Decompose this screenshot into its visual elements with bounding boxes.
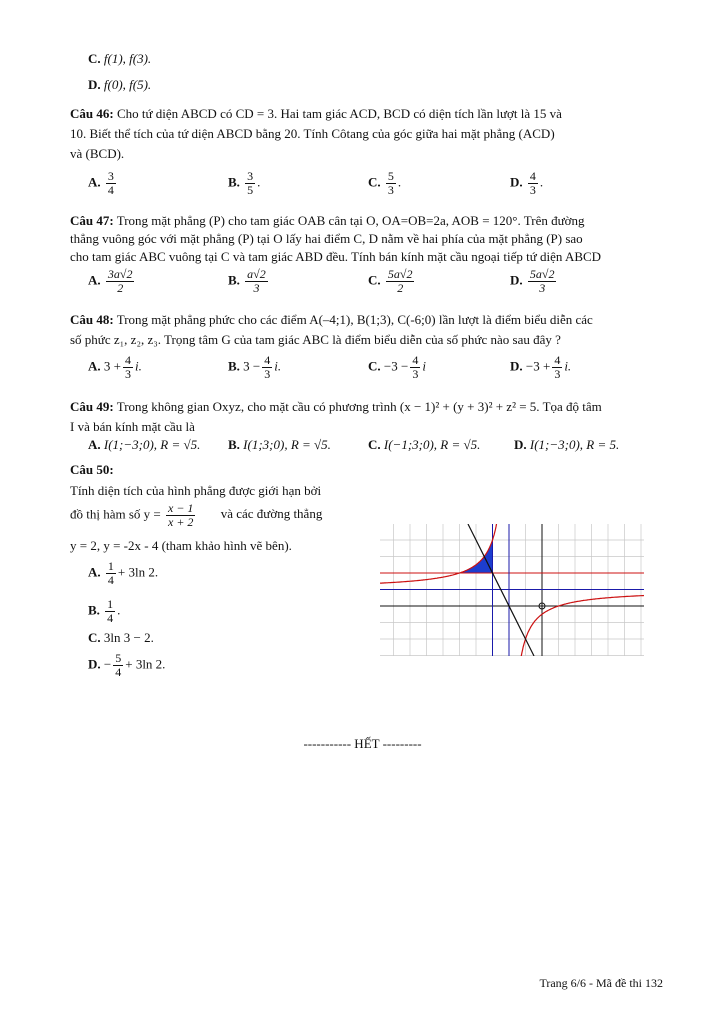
hyperbola-left-branch — [380, 524, 497, 583]
q50-option-b — [88, 598, 120, 625]
fraction — [106, 268, 135, 295]
option-pre: −3 + — [525, 358, 551, 374]
option-label: A. — [88, 358, 101, 374]
q46-option-b — [228, 170, 260, 197]
option-suffix: . — [397, 174, 402, 190]
option-label: B. — [228, 272, 240, 288]
prev-option-d — [88, 77, 151, 93]
denominator: 3 — [529, 183, 536, 197]
option-post: i — [422, 358, 426, 374]
q46-option-a — [88, 170, 118, 197]
q49-option-d — [514, 437, 619, 453]
denominator: 4 — [107, 611, 114, 625]
fraction — [105, 598, 115, 625]
denominator: 3 — [124, 367, 131, 381]
option-pre: 3 − — [243, 358, 261, 374]
option-text: 3ln 3 − 2. — [103, 630, 154, 645]
fraction — [245, 170, 255, 197]
q46-option-d — [510, 170, 543, 197]
fraction — [245, 268, 268, 295]
q48-option-a — [88, 354, 142, 381]
option-label: D. — [510, 358, 523, 374]
question-text-line: cho tam giác ABC vuông tại C và tam giác ABD đều. Tính bán kính mặt cầu ngoại tiếp tứ diện ABCD — [70, 249, 602, 264]
option-label: B. — [228, 358, 240, 374]
option-text: f(1), f(3). — [103, 51, 152, 66]
numerator: a√2 — [247, 267, 266, 281]
numerator: 5 — [115, 651, 122, 665]
q48-option-c — [368, 354, 426, 381]
option-label: C. — [88, 51, 101, 66]
option-label: B. — [228, 174, 240, 190]
q46-option-c — [368, 170, 401, 197]
numerator: 5 — [387, 169, 394, 183]
question-text-line: và (BCD). — [70, 146, 125, 161]
q49-option-b — [228, 437, 331, 453]
option-label: C. — [88, 630, 101, 645]
question-label: Câu 50: — [70, 462, 114, 477]
numerator: 4 — [554, 353, 561, 367]
option-suffix: . — [539, 174, 544, 190]
question-text-line: Tính diện tích của hình phẳng được giới hạn bởi — [70, 483, 322, 498]
numerator: 3a√2 — [107, 267, 133, 281]
denominator: 3 — [264, 367, 271, 381]
denominator: 3 — [554, 367, 561, 381]
question-text-line: số phức z₁, z₂, z₃. Trọng tâm G của tam giác ABC là điểm biểu diễn của số phức nào sau đây ? — [70, 332, 561, 347]
question-49 — [70, 397, 666, 437]
numerator: 5a√2 — [387, 267, 413, 281]
numerator: 3 — [107, 169, 114, 183]
question-label: Câu 49: — [70, 399, 114, 414]
option-label: D. — [510, 174, 523, 190]
option-label: C. — [368, 272, 381, 288]
q47-option-d — [510, 268, 558, 295]
option-text: I(1;−3;0), R = √5. — [103, 437, 201, 452]
option-post: i. — [134, 358, 142, 374]
denominator: 3 — [387, 183, 394, 197]
denominator: 3 — [539, 281, 546, 295]
option-label: C. — [368, 174, 381, 190]
question-function-line — [70, 502, 322, 529]
option-post: + 3ln 2. — [117, 564, 159, 580]
fraction — [528, 268, 557, 295]
fraction — [262, 354, 272, 381]
numerator: 1 — [107, 559, 114, 573]
option-text: f(0), f(5). — [103, 77, 152, 92]
option-label: D. — [510, 272, 523, 288]
function-fraction — [166, 502, 195, 529]
denominator: 4 — [107, 183, 114, 197]
option-post: + 3ln 2. — [125, 656, 166, 672]
denominator: 5 — [247, 183, 254, 197]
numerator: 5a√2 — [529, 267, 555, 281]
option-label: C. — [368, 358, 381, 374]
denominator: 2 — [117, 281, 124, 295]
fraction — [410, 354, 420, 381]
option-label: D. — [514, 437, 527, 452]
option-label: A. — [88, 564, 101, 580]
option-text: I(−1;3;0), R = √5. — [383, 437, 481, 452]
fraction — [552, 354, 562, 381]
q47-option-b — [228, 268, 270, 295]
question-label: Câu 48: — [70, 312, 114, 327]
fraction — [528, 170, 538, 197]
option-post: i. — [564, 358, 572, 374]
fraction — [113, 652, 123, 679]
numerator: x − 1 — [168, 501, 194, 515]
question-label: Câu 47: — [70, 213, 114, 228]
prev-option-c — [88, 51, 151, 67]
numerator: 4 — [412, 353, 419, 367]
question-text-line: Trong không gian Oxyz, cho mặt cầu có phương trình (x − 1)² + (y + 3)² + z² = 5. Tọa độ tâm — [116, 399, 602, 414]
denominator: 3 — [253, 281, 260, 295]
option-pre: −3 − — [383, 358, 409, 374]
question-text-line: Trong mặt phẳng phức cho các điểm A(–4;1), B(1;3), C(-6;0) lần lượt là điểm biểu diễn các — [116, 312, 593, 327]
fraction — [123, 354, 133, 381]
end-marker: ----------- HẾT --------- — [303, 736, 422, 751]
q48-option-b — [228, 354, 281, 381]
question-text-line: 10. Biết thể tích của tứ diện ABCD bằng 20. Tính Côtang của góc giữa hai mặt phẳng (ACD) — [70, 126, 555, 141]
question-text-line: I và bán kính mặt cầu là — [70, 419, 195, 434]
option-post: i. — [274, 358, 282, 374]
question-46 — [70, 104, 666, 164]
option-label: B. — [228, 437, 240, 452]
q50-option-a — [88, 560, 158, 587]
numerator: 3 — [247, 169, 254, 183]
option-text: I(1;−3;0), R = 5. — [529, 437, 620, 452]
q50-option-d — [88, 652, 165, 679]
q48-option-d — [510, 354, 571, 381]
option-suffix: . — [257, 174, 261, 190]
question-text-line: Cho tứ diện ABCD có CD = 3. Hai tam giác ACD, BCD có diện tích lần lượt là 15 và — [116, 106, 562, 121]
option-text: I(1;3;0), R = √5. — [243, 437, 331, 452]
q49-option-c — [368, 437, 480, 453]
q47-option-c — [368, 268, 416, 295]
question-text-line: thẳng vuông góc với mặt phẳng (P) tại O lấy hai điểm C, D nằm về hai phía của mặt phẳng (P) sao — [70, 231, 583, 246]
denominator: 3 — [412, 367, 419, 381]
option-post: . — [117, 602, 121, 618]
option-label: C. — [368, 437, 381, 452]
numerator: 4 — [529, 169, 536, 183]
option-pre: − — [103, 656, 112, 672]
page-footer: Trang 6/6 - Mã đề thi 132 — [539, 976, 663, 990]
option-label: A. — [88, 437, 101, 452]
denominator: 2 — [397, 281, 404, 295]
fraction — [106, 170, 116, 197]
numerator: 1 — [107, 597, 114, 611]
option-label: D. — [88, 656, 101, 672]
fraction — [386, 268, 415, 295]
function-prefix: đồ thị hàm số y = — [70, 506, 161, 522]
question-text-line: y = 2, y = -2x - 4 (tham khảo hình vẽ bên). — [70, 538, 292, 553]
option-label: D. — [88, 77, 101, 92]
question-text-line: Trong mặt phẳng (P) cho tam giác OAB cân tại O, OA=OB=2a, AOB = 120°. Trên đường — [116, 213, 585, 228]
question-label: Câu 46: — [70, 106, 114, 121]
question-48 — [70, 310, 666, 350]
denominator: 4 — [107, 573, 114, 587]
question-47 — [70, 212, 666, 266]
function-suffix: và các đường thẳng — [220, 506, 323, 522]
numerator: 4 — [124, 353, 131, 367]
option-label: B. — [88, 602, 100, 618]
denominator: x + 2 — [168, 515, 194, 529]
fraction — [106, 560, 116, 587]
q47-option-a — [88, 268, 136, 295]
area-graph-figure — [380, 524, 644, 656]
option-label: A. — [88, 272, 101, 288]
q49-option-a — [88, 437, 200, 453]
numerator: 4 — [264, 353, 271, 367]
denominator: 4 — [115, 665, 122, 679]
option-label: A. — [88, 174, 101, 190]
q50-option-c — [88, 630, 154, 646]
option-pre: 3 + — [103, 358, 121, 374]
fraction — [386, 170, 396, 197]
